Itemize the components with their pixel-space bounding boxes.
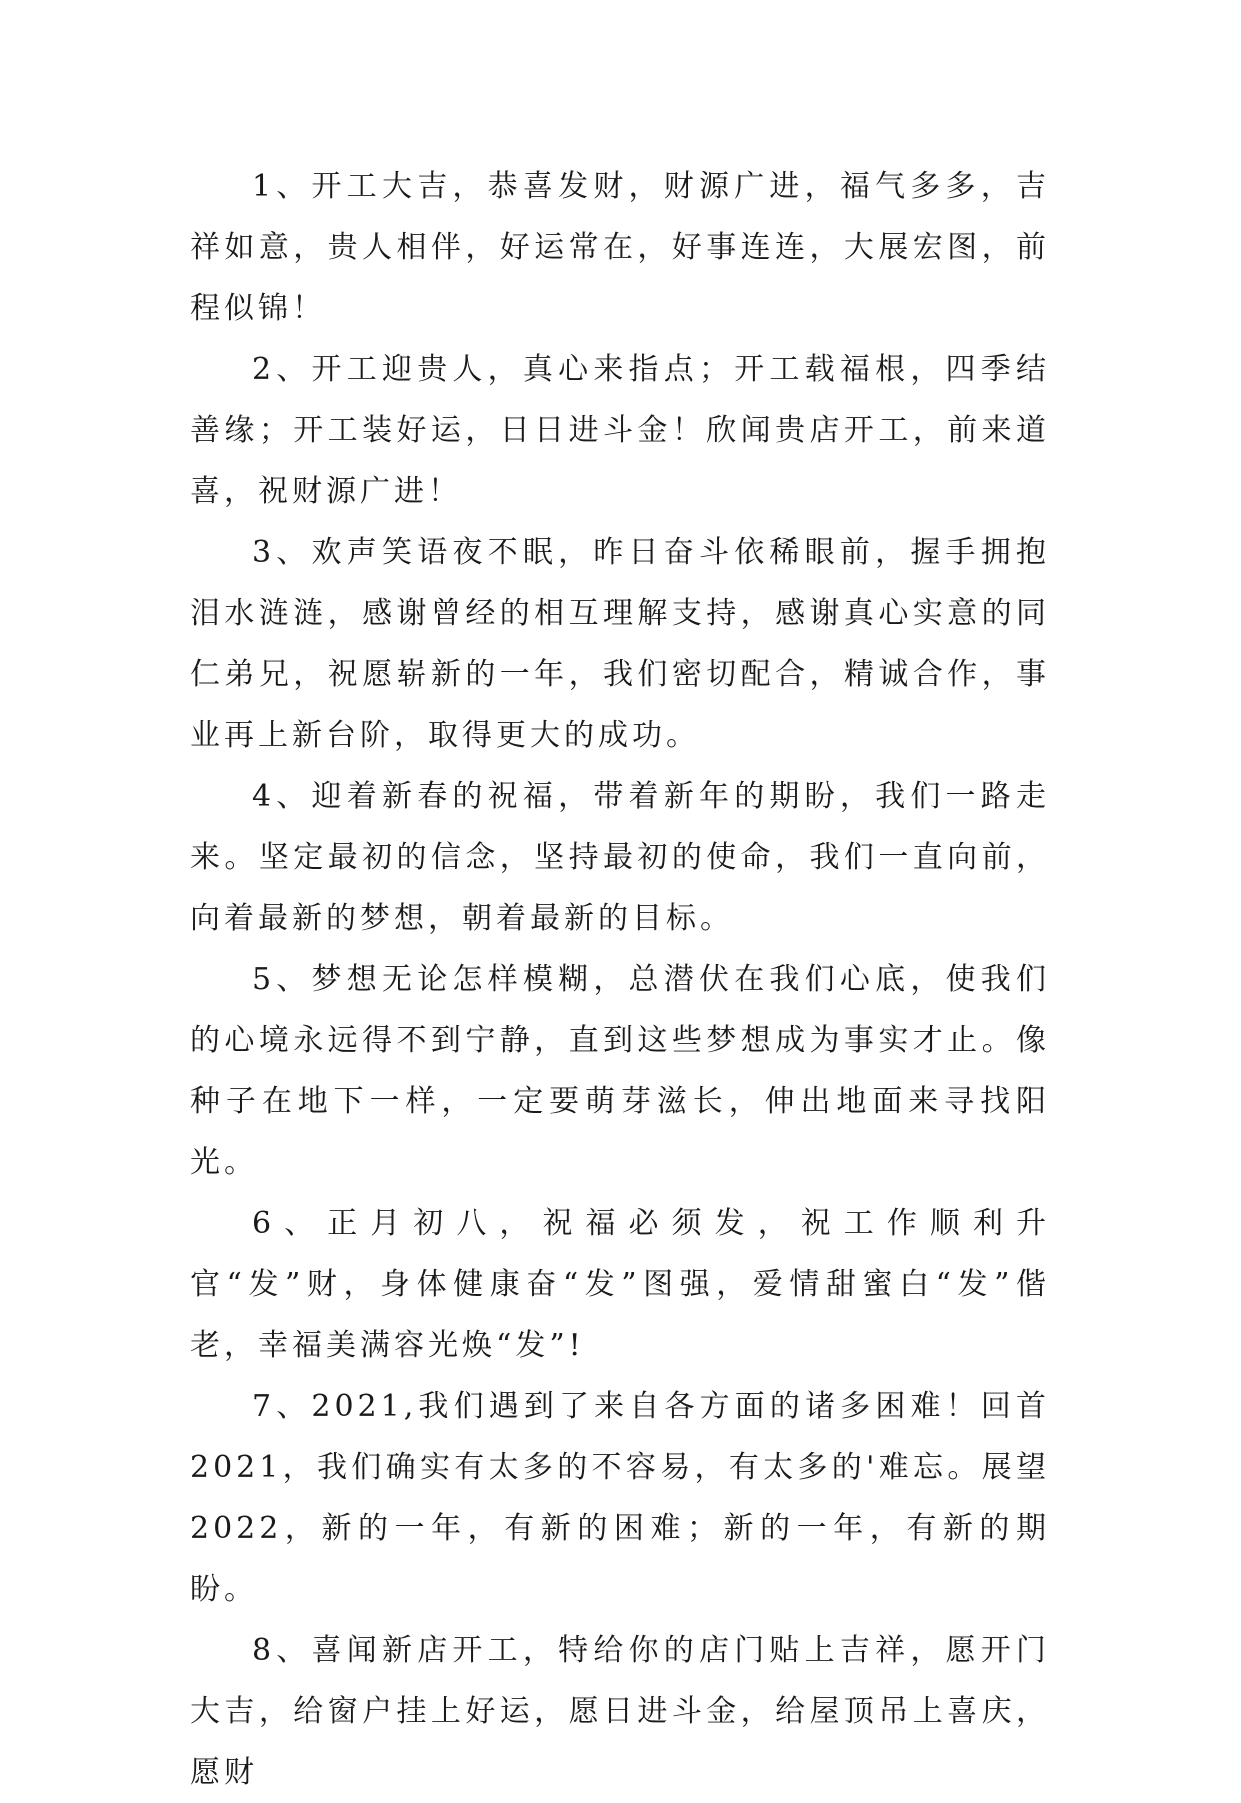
paragraph-4: 4、迎着新春的祝福，带着新年的期盼，我们一路走来。坚定最初的信念，坚持最初的使命，我们一直向前，向着最新的梦想，朝着最新的目标。 <box>190 779 1050 936</box>
paragraph-1: 1、开工大吉，恭喜发财，财源广进，福气多多，吉祥如意，贵人相伴，好运常在，好事连连，大展宏图，前程似锦！ <box>190 169 1050 326</box>
paragraph-6: 6、正月初八，祝福必须发，祝工作顺利升官“发”财，身体健康奋“发”图强，爱情甜蜜白“发”偕老，幸福美满容光焕“发”! <box>190 1206 1050 1363</box>
paragraph-5: 5、梦想无论怎样模糊，总潜伏在我们心底，使我们的心境永远得不到宁静，直到这些梦想成为事实才止。像种子在地下一样，一定要萌芽滋长，伸出地面来寻找阳光。 <box>190 962 1050 1180</box>
paragraph-2: 2、开工迎贵人，真心来指点；开工载福根，四季结善缘；开工装好运，日日进斗金！欣闻贵店开工，前来道喜，祝财源广进！ <box>190 352 1050 509</box>
paragraph-7: 7、2021,我们遇到了来自各方面的诸多困难！回首2021，我们确实有太多的不容易，有太多的'难忘。展望2022，新的一年，有新的困难；新的一年，有新的期盼。 <box>190 1389 1050 1607</box>
paragraph-8: 8、喜闻新店开工，特给你的店门贴上吉祥，愿开门大吉，给窗户挂上好运，愿日进斗金，给屋顶吊上喜庆，愿财 <box>190 1633 1050 1790</box>
paragraph-3: 3、欢声笑语夜不眠，昨日奋斗依稀眼前，握手拥抱泪水涟涟，感谢曾经的相互理解支持，感谢真心实意的同仁弟兄，祝愿崭新的一年，我们密切配合，精诚合作，事业再上新台阶，取得更大的成功。 <box>190 535 1050 753</box>
document-body <box>190 156 1050 1803</box>
